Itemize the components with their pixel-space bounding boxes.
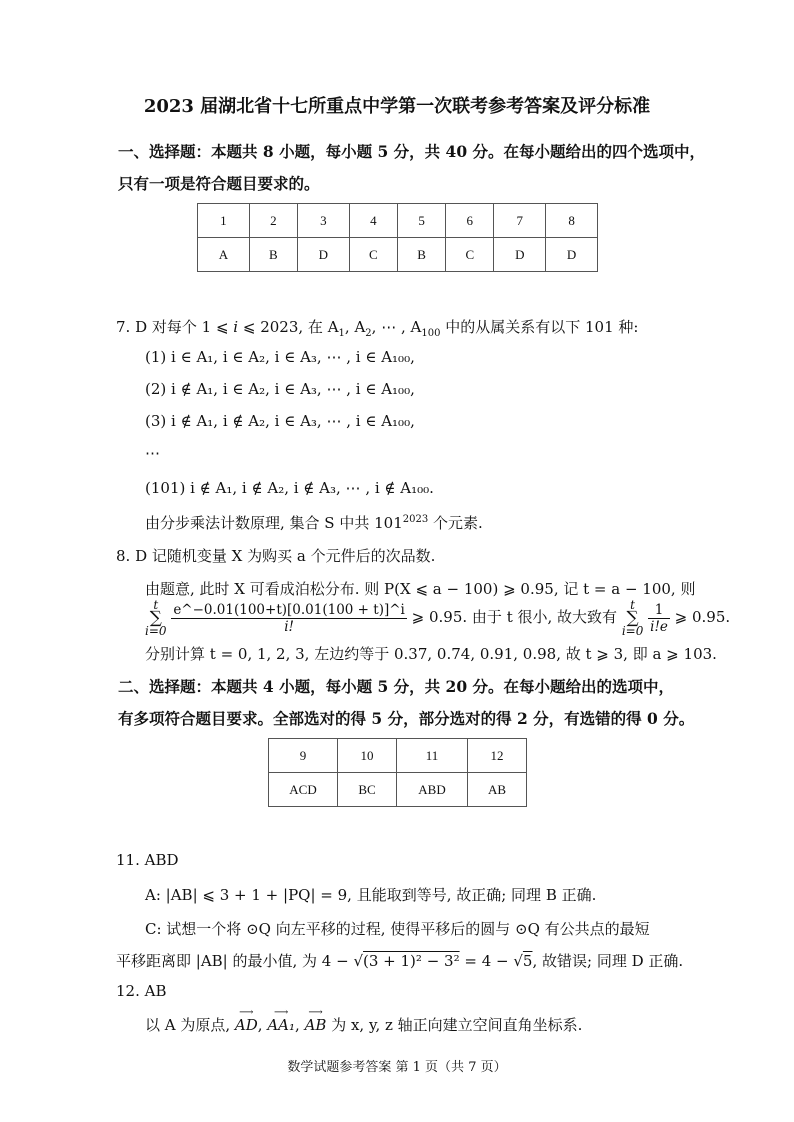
table-header-cell: 7 xyxy=(494,204,546,238)
table-answer-cell: B xyxy=(397,238,445,272)
table-answer-cell: AB xyxy=(468,773,527,807)
q7-case-2: (2) i ∉ A₁, i ∈ A₂, i ∈ A₃, ⋯ , i ∈ A₁₀₀, xyxy=(145,380,415,398)
table-header-cell: 8 xyxy=(546,204,598,238)
q11-sqrt-2: 5 xyxy=(522,952,533,970)
table-header-cell: 12 xyxy=(468,739,527,773)
q8-formula-end: ⩾ 0.95. xyxy=(674,608,731,626)
q7-intro: 7. D 对每个 1 ⩽ i ⩽ 2023, 在 $A_1$, $A_2$, ⋯ , $A_{100}$ 中的从属关系有以下 101 种: xyxy=(116,318,639,339)
page-footer: 数学试题参考答案 第 1 页（共 7 页） xyxy=(287,1060,507,1075)
q11-line-c: C: 试想一个将 ⊙Q 向左平移的过程, 使得平移后的圆与 ⊙Q 有公共点的最短 xyxy=(145,920,650,938)
q7-case-3: (3) i ∉ A₁, i ∉ A₂, i ∈ A₃, ⋯ , i ∈ A₁₀₀, xyxy=(145,412,415,430)
q8-intro: 8. D 记随机变量 X 为购买 a 个元件后的次品数. xyxy=(116,547,436,565)
q7-conclusion-text: 由分步乘法计数原理, 集合 S 中共 101 xyxy=(145,514,403,532)
table-header-cell: 3 xyxy=(297,204,349,238)
table-header-cell: 10 xyxy=(338,739,397,773)
table-header-cell: 6 xyxy=(446,204,494,238)
q8-sum-bottom: i=0 xyxy=(145,624,167,638)
q7-intro-var: i xyxy=(233,318,239,336)
q11-sqrt-1: (3 + 1)² − 3² xyxy=(363,952,460,970)
q12-line1-a: 以 A 为原点, xyxy=(145,1016,231,1034)
q7-intro-c: ⩽ 2023, 在 A xyxy=(238,318,339,336)
q7-conclusion-end: 个元素. xyxy=(428,514,483,532)
q8-line1: 由题意, 此时 X 可看成泊松分布. 则 P(X ⩽ a − 100) ⩾ 0.95, 记 t = a − 100, 则 xyxy=(145,580,696,598)
q12-vector-ab-text: AB xyxy=(304,1016,327,1034)
q8-line3: 分别计算 t = 0, 1, 2, 3, 左边约等于 0.37, 0.74, 0.91, 0.98, 故 t ⩾ 3, 即 a ⩾ 103. xyxy=(145,645,717,663)
section1-heading-line1: 一、选择题：本题共 8 小题，每小题 5 分，共 40 分。在每小题给出的四个选项中， xyxy=(118,142,706,161)
q12-line1: 以 A 为原点, ⟶ AD, ⟶ AA₁, ⟶ AB 为 x, y, z 轴正向建立空间直角坐标系. xyxy=(145,1007,583,1034)
q12-vector-ad-text: AD xyxy=(234,1016,258,1034)
table-header-cell: 4 xyxy=(349,204,397,238)
q7-ellipsis: ⋯ xyxy=(145,444,160,462)
q12-vector-aa1-text: AA₁ xyxy=(267,1016,296,1034)
table-header-cell: 1 xyxy=(198,204,250,238)
q8-fraction2-numerator: 1 xyxy=(648,602,670,619)
q8-fraction-2 xyxy=(648,602,670,635)
table-header-cell: 5 xyxy=(397,204,445,238)
table-answer-cell: D xyxy=(494,238,546,272)
q7-conclusion xyxy=(145,512,483,533)
q12-vector-ab: ⟶ AB xyxy=(304,1007,327,1034)
section2-heading-line1: 二、选择题：本题共 4 小题，每小题 5 分，共 20 分。在每小题给出的选项中， xyxy=(118,677,675,696)
section2-heading-line2: 有多项符合题目要求。全部选对的得 5 分，部分选对的得 2 分，有选错的得 0 分。 xyxy=(118,709,695,728)
q12-line1-b: 为 x, y, z 轴正向建立空间直角坐标系. xyxy=(331,1016,583,1034)
q11-label: 11. ABD xyxy=(116,851,179,869)
q7-conclusion-exponent: 2023 xyxy=(402,514,429,525)
q11-line-c2: 平移距离即 |AB| 的最小值, 为 4 − √(3 + 1)² − 3² = 4 − √5, 故错误; 同理 D 正确. xyxy=(116,952,684,970)
q8-fraction-denominator: i! xyxy=(284,618,294,635)
table-answer-cell: D xyxy=(546,238,598,272)
q11-line-c2-b: = 4 − xyxy=(464,952,509,970)
q8-fraction-numerator: e^−0.01(100+t)[0.01(100 + t)]^i xyxy=(173,601,405,618)
q8-sum2-bottom: i=0 xyxy=(621,624,644,638)
page-title: 2023 届湖北省十七所重点中学第一次联考参考答案及评分标准 xyxy=(143,96,651,117)
q8-sum-symbol-2: t ∑ i=0 xyxy=(621,598,644,638)
table-answer-cell: C xyxy=(349,238,397,272)
q8-formula-mid: ⩾ 0.95. 由于 t 很小, 故大致有 xyxy=(411,608,618,626)
table-header-cell: 9 xyxy=(269,739,338,773)
q7-case-101: (101) i ∉ A₁, i ∉ A₂, i ∉ A₃, ⋯ , i ∉ A₁₀₀. xyxy=(145,479,434,497)
section2-answer-table xyxy=(268,738,527,807)
q11-line-a: A: |AB| ⩽ 3 + 1 + |PQ| = 9, 且能取到等号, 故正确; 同理 B 正确. xyxy=(145,886,597,904)
section1-answer-table xyxy=(197,203,598,272)
table-answer-cell: A xyxy=(198,238,250,272)
q7-intro-d: 中的从属关系有以下 101 种: xyxy=(445,318,639,336)
q8-fraction xyxy=(171,602,407,635)
q11-line-c2-a: 平移距离即 |AB| 的最小值, 为 4 − xyxy=(116,952,349,970)
q12-vector-aa1: ⟶ AA₁ xyxy=(267,1007,296,1034)
q8-sum2-top: t xyxy=(630,598,635,612)
table-answer-cell: ABD xyxy=(397,773,468,807)
table-header-cell: 11 xyxy=(397,739,468,773)
q8-fraction2-denominator: i!e xyxy=(650,618,668,635)
q7-intro-a: 7. D 对每个 1 ⩽ xyxy=(116,318,234,336)
q8-formula-line xyxy=(145,600,730,642)
section1-heading-line2: 只有一项是符合题目要求的。 xyxy=(118,174,320,193)
table-answer-cell: D xyxy=(297,238,349,272)
q8-sum-symbol: t ∑ i=0 xyxy=(145,598,167,638)
q12-label: 12. AB xyxy=(116,982,167,1000)
table-answer-cell: ACD xyxy=(269,773,338,807)
table-header-cell: 2 xyxy=(249,204,297,238)
table-answer-cell: B xyxy=(249,238,297,272)
q11-line-c2-c: , 故错误; 同理 D 正确. xyxy=(532,952,684,970)
q8-sum-top: t xyxy=(153,598,159,612)
q7-case-1: (1) i ∈ A₁, i ∈ A₂, i ∈ A₃, ⋯ , i ∈ A₁₀₀, xyxy=(145,348,415,366)
table-answer-cell: BC xyxy=(338,773,397,807)
table-answer-cell: C xyxy=(446,238,494,272)
q12-vector-ad: ⟶ AD xyxy=(234,1007,258,1034)
